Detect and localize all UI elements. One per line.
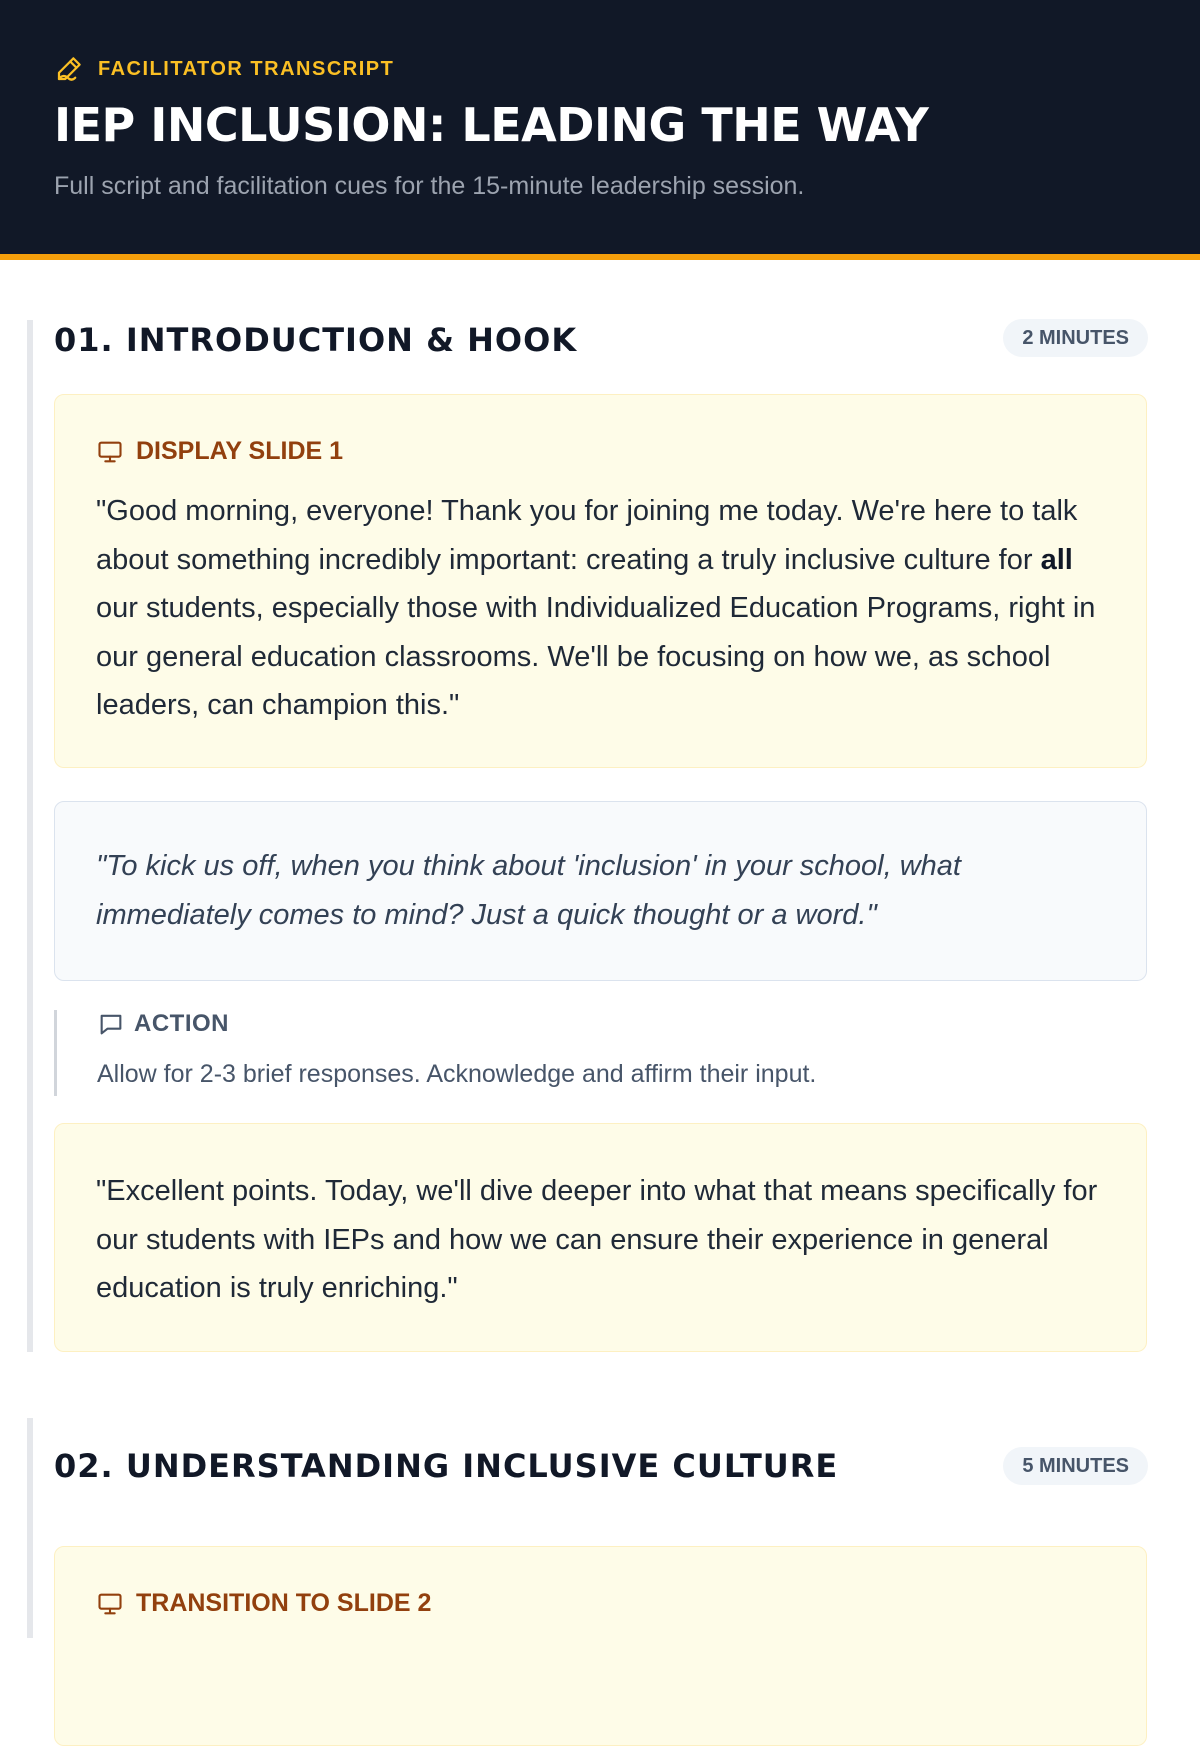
slide-cue	[96, 1589, 431, 1618]
action-cue	[54, 1010, 1147, 1096]
script-card	[54, 1546, 1147, 1746]
section-title: 02. UNDERSTANDING INCLUSIVE CULTURE	[54, 1447, 839, 1485]
script-text-part: our students, especially those with Individualized Education Programs, right in our general education classrooms. We'll be focusing on how we, as school leaders, can champion this."	[96, 592, 1096, 721]
slide-cue-label: DISPLAY SLIDE 1	[136, 437, 344, 465]
pen-icon	[54, 54, 84, 84]
chat-bubble-icon	[97, 1010, 125, 1038]
slide-cue	[96, 437, 343, 466]
script-text-emphasis: all	[1040, 543, 1073, 576]
monitor-icon	[96, 438, 124, 466]
eyebrow	[54, 54, 394, 84]
eyebrow-label: FACILITATOR TRANSCRIPT	[98, 57, 395, 80]
section-title: 01. INTRODUCTION & HOOK	[54, 321, 578, 359]
action-text: Allow for 2-3 brief responses. Acknowledge and affirm their input.	[97, 1060, 817, 1088]
script-card	[54, 1123, 1147, 1352]
section-understanding-inclusive-culture	[27, 1418, 1147, 1638]
script-text-part: "Good morning, everyone! Thank you for joining me today. We're here to talk about something incredibly important: creating a truly inclusive culture for	[96, 495, 1078, 576]
section-introduction-hook	[27, 320, 1147, 1352]
slide-cue-label: TRANSITION TO SLIDE 2	[136, 1589, 432, 1617]
monitor-icon	[96, 1590, 124, 1618]
duration-badge: 5 MINUTES	[1003, 1447, 1148, 1485]
action-label-text: ACTION	[134, 1010, 229, 1037]
duration-badge: 2 MINUTES	[1003, 319, 1148, 357]
script-text: "Excellent points. Today, we'll dive deeper into what that means specifically for our students with IEPs and how we can ensure their experience in general education is truly enriching."	[96, 1175, 1098, 1304]
action-label	[97, 1010, 229, 1038]
script-text	[96, 487, 1102, 730]
script-card	[54, 394, 1147, 768]
question-text: "To kick us off, when you think about 'inclusion' in your school, what immediately comes to mind? Just a quick thought or a word."	[96, 850, 961, 931]
question-card	[54, 801, 1147, 981]
page-title: IEP INCLUSION: LEADING THE WAY	[54, 98, 929, 152]
page-subtitle: Full script and facilitation cues for the 15-minute leadership session.	[54, 172, 805, 200]
transcript-header	[0, 0, 1200, 260]
